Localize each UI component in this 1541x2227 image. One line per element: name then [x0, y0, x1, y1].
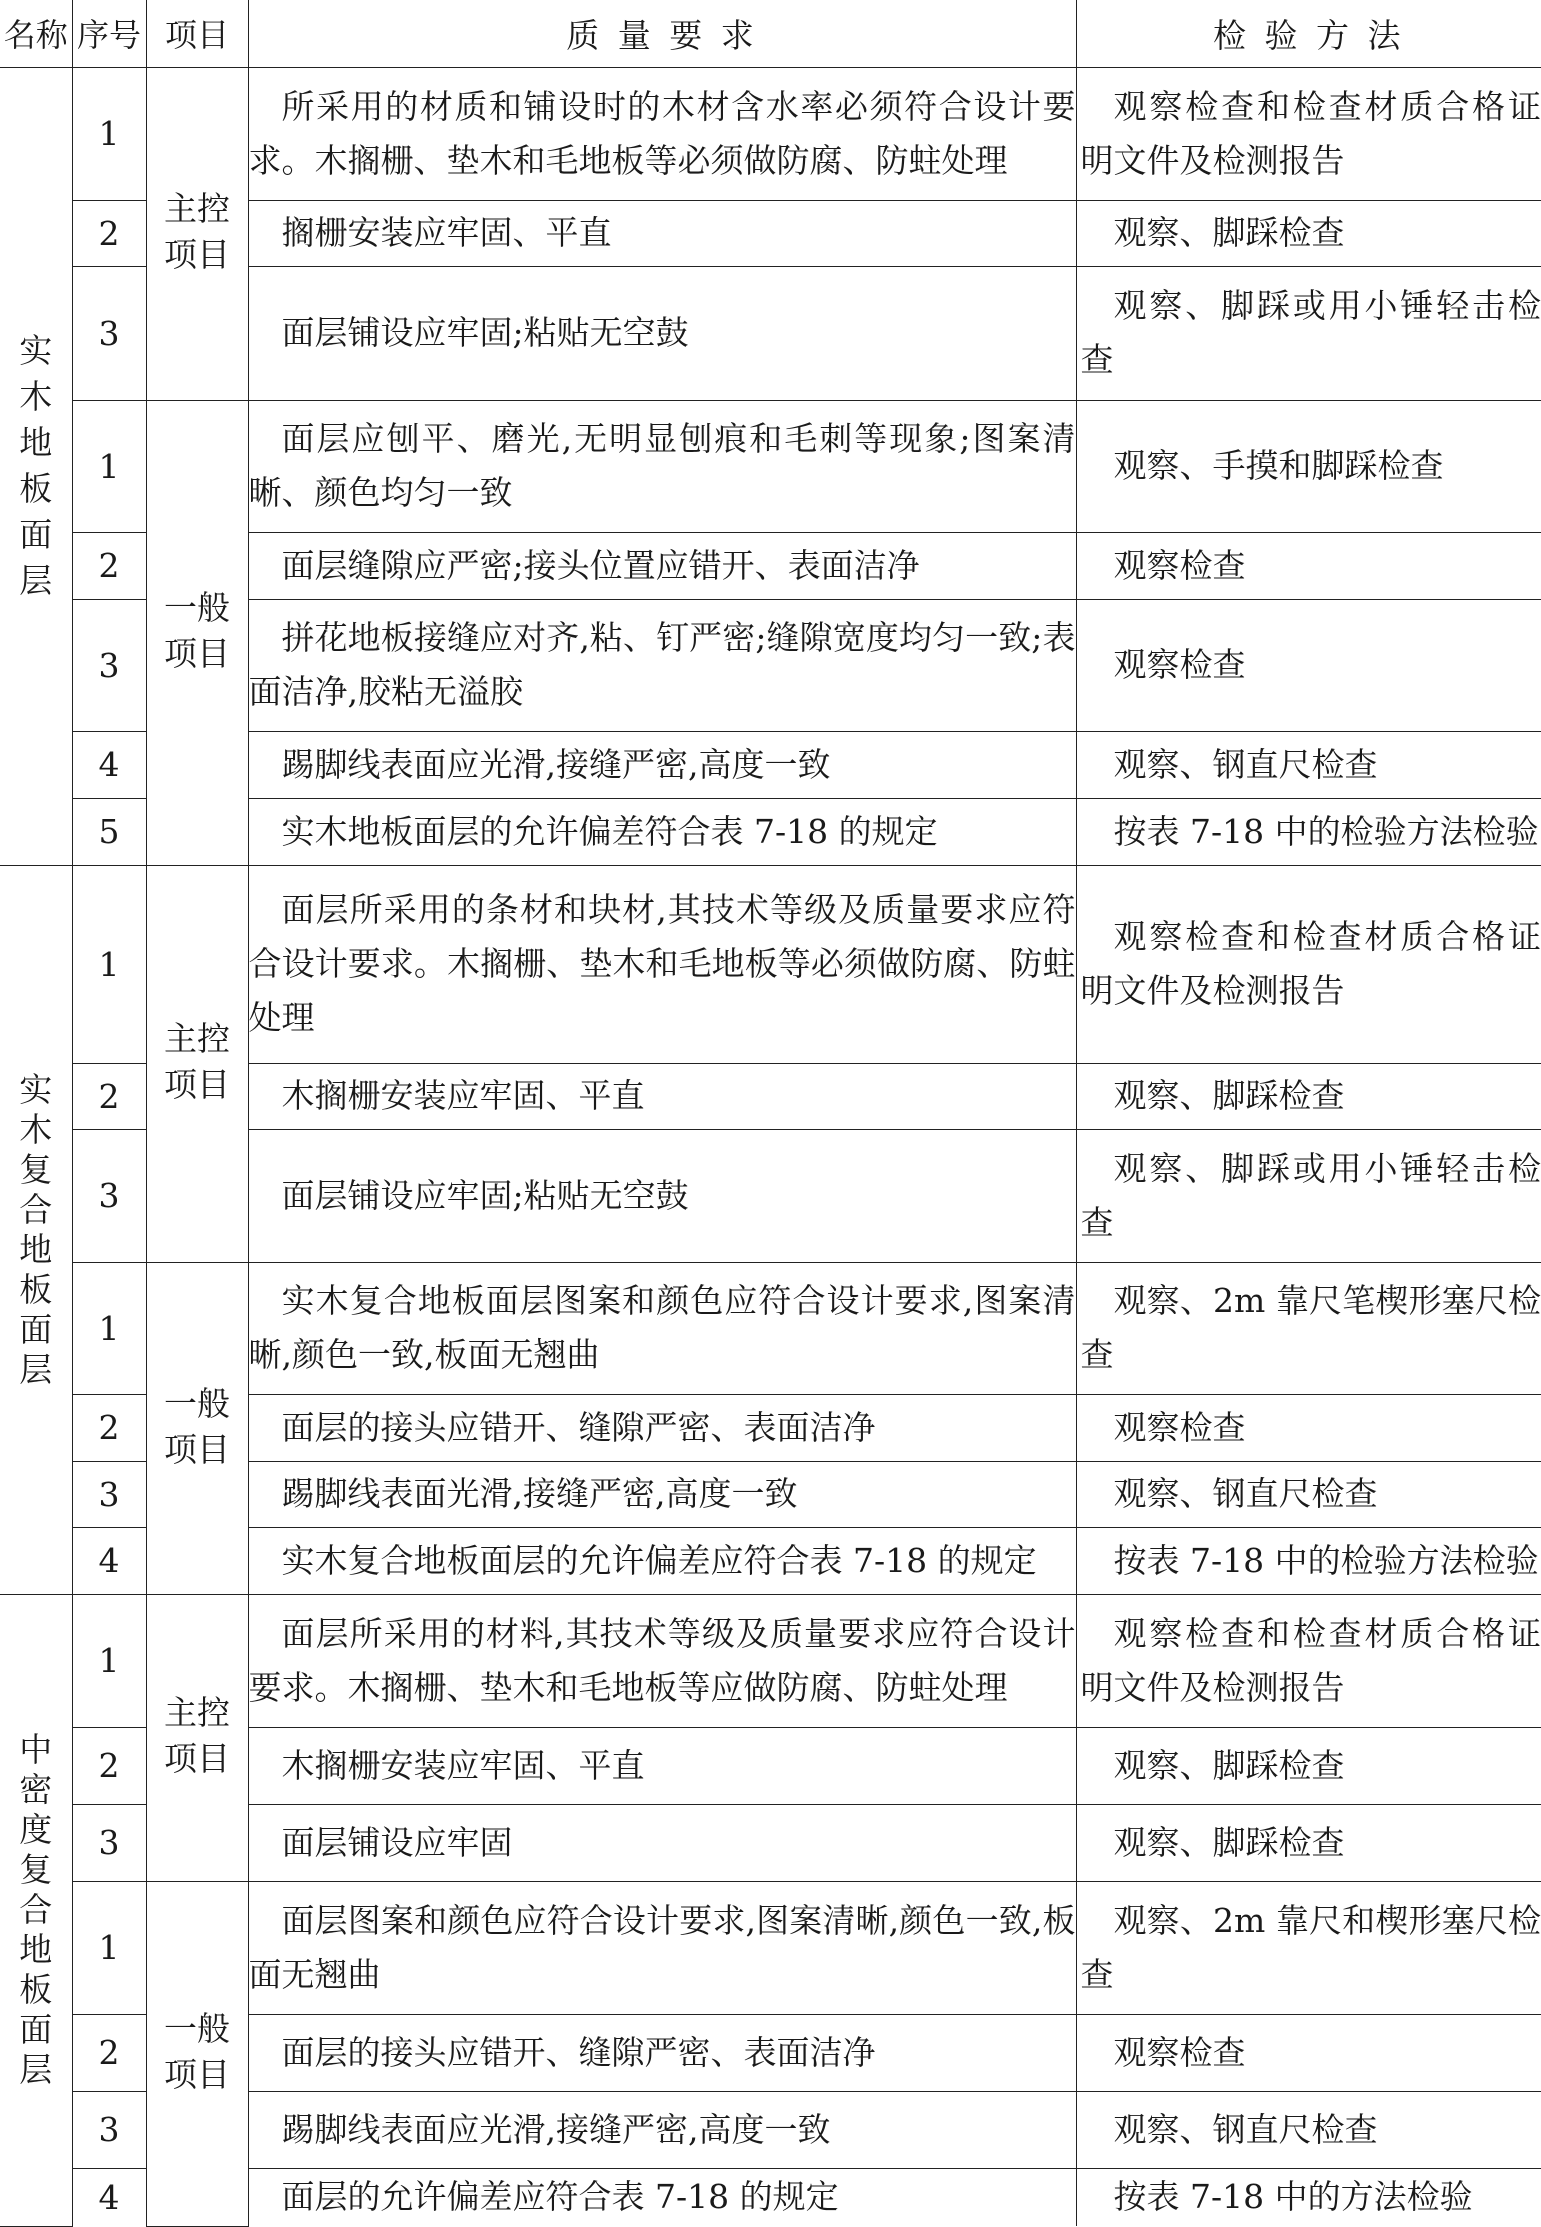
row-method: 观察、脚踩或用小锤轻击检查	[1076, 1129, 1541, 1262]
header-seq: 序号	[72, 0, 146, 67]
row-requirement: 面层铺设应牢固	[248, 1804, 1076, 1881]
table-row	[0, 865, 1541, 1063]
table-row	[0, 67, 1541, 200]
row-seq: 2	[72, 1727, 146, 1804]
category-main-control: 主控项目	[146, 67, 248, 400]
row-requirement: 实木复合地板面层图案和颜色应符合设计要求,图案清晰,颜色一致,板面无翘曲	[248, 1262, 1076, 1394]
table-row	[0, 1594, 1541, 1727]
row-seq: 3	[72, 266, 146, 400]
header-name: 名称	[0, 0, 72, 67]
row-seq: 2	[72, 1063, 146, 1129]
row-seq: 3	[72, 599, 146, 731]
row-seq: 4	[72, 731, 146, 798]
row-requirement: 面层的允许偏差应符合表 7-18 的规定	[248, 2168, 1076, 2226]
row-method: 观察、脚踩检查	[1076, 1063, 1541, 1129]
row-seq: 1	[72, 865, 146, 1063]
row-method: 观察、钢直尺检查	[1076, 731, 1541, 798]
row-method: 观察、脚踩检查	[1076, 200, 1541, 266]
row-method: 观察、脚踩或用小锤轻击检查	[1076, 266, 1541, 400]
group-name-mdf-composite: 中密度复合地板面层	[0, 1594, 72, 2226]
row-method: 观察、钢直尺检查	[1076, 1461, 1541, 1527]
category-main-control: 主控项目	[146, 1594, 248, 1881]
category-general: 一般项目	[146, 1262, 248, 1594]
row-requirement: 面层缝隙应严密;接头位置应错开、表面洁净	[248, 532, 1076, 599]
row-requirement: 面层应刨平、磨光,无明显刨痕和毛刺等现象;图案清晰、颜色均匀一致	[248, 400, 1076, 532]
table-row	[0, 1262, 1541, 1394]
row-seq: 1	[72, 67, 146, 200]
row-method: 观察、2m 靠尺和楔形塞尺检查	[1076, 1881, 1541, 2014]
row-seq: 2	[72, 2014, 146, 2091]
row-seq: 1	[72, 1594, 146, 1727]
row-requirement: 木搁栅安装应牢固、平直	[248, 1727, 1076, 1804]
row-seq: 2	[72, 200, 146, 266]
row-seq: 2	[72, 532, 146, 599]
row-method: 按表 7-18 中的方法检验	[1076, 2168, 1541, 2226]
row-method: 观察检查	[1076, 1394, 1541, 1461]
row-requirement: 面层所采用的条材和块材,其技术等级及质量要求应符合设计要求。木搁栅、垫木和毛地板等必须做防腐、防蛀处理	[248, 865, 1076, 1063]
row-requirement: 实木地板面层的允许偏差符合表 7-18 的规定	[248, 798, 1076, 865]
row-seq: 3	[72, 1461, 146, 1527]
row-requirement: 面层铺设应牢固;粘贴无空鼓	[248, 1129, 1076, 1262]
row-method: 观察检查和检查材质合格证明文件及检测报告	[1076, 1594, 1541, 1727]
row-seq: 4	[72, 2168, 146, 2226]
row-method: 观察、钢直尺检查	[1076, 2091, 1541, 2168]
row-method: 观察、脚踩检查	[1076, 1804, 1541, 1881]
row-requirement: 面层铺设应牢固;粘贴无空鼓	[248, 266, 1076, 400]
row-method: 观察检查和检查材质合格证明文件及检测报告	[1076, 865, 1541, 1063]
row-method: 观察检查和检查材质合格证明文件及检测报告	[1076, 67, 1541, 200]
row-seq: 1	[72, 1262, 146, 1394]
row-seq: 4	[72, 1527, 146, 1594]
row-seq: 1	[72, 400, 146, 532]
row-requirement: 踢脚线表面应光滑,接缝严密,高度一致	[248, 731, 1076, 798]
group-name-engineered-wood: 实木复合地板面层	[0, 865, 72, 1594]
category-general: 一般项目	[146, 1881, 248, 2226]
table-row	[0, 400, 1541, 532]
header-item: 项目	[146, 0, 248, 67]
row-requirement: 面层所采用的材料,其技术等级及质量要求应符合设计要求。木搁栅、垫木和毛地板等应做防腐、防蛀处理	[248, 1594, 1076, 1727]
row-requirement: 面层的接头应错开、缝隙严密、表面洁净	[248, 2014, 1076, 2091]
row-method: 观察、脚踩检查	[1076, 1727, 1541, 1804]
row-requirement: 搁栅安装应牢固、平直	[248, 200, 1076, 266]
row-seq: 2	[72, 1394, 146, 1461]
category-general: 一般项目	[146, 400, 248, 865]
row-seq: 3	[72, 1804, 146, 1881]
row-seq: 3	[72, 1129, 146, 1262]
row-requirement: 面层的接头应错开、缝隙严密、表面洁净	[248, 1394, 1076, 1461]
row-seq: 3	[72, 2091, 146, 2168]
table-row	[0, 1881, 1541, 2014]
row-method: 观察、2m 靠尺笔楔形塞尺检查	[1076, 1262, 1541, 1394]
row-requirement: 踢脚线表面应光滑,接缝严密,高度一致	[248, 2091, 1076, 2168]
row-seq: 1	[72, 1881, 146, 2014]
row-requirement: 实木复合地板面层的允许偏差应符合表 7-18 的规定	[248, 1527, 1076, 1594]
category-main-control: 主控项目	[146, 865, 248, 1262]
row-method: 观察检查	[1076, 2014, 1541, 2091]
row-requirement: 所采用的材质和铺设时的木材含水率必须符合设计要求。木搁栅、垫木和毛地板等必须做防腐、防蛀处理	[248, 67, 1076, 200]
row-method: 按表 7-18 中的检验方法检验	[1076, 798, 1541, 865]
row-method: 按表 7-18 中的检验方法检验	[1076, 1527, 1541, 1594]
row-method: 观察检查	[1076, 532, 1541, 599]
table-header-row	[0, 0, 1541, 67]
row-method: 观察检查	[1076, 599, 1541, 731]
row-requirement: 面层图案和颜色应符合设计要求,图案清晰,颜色一致,板面无翘曲	[248, 1881, 1076, 2014]
header-method: 检 验 方 法	[1076, 0, 1541, 67]
header-requirement: 质 量 要 求	[248, 0, 1076, 67]
row-seq: 5	[72, 798, 146, 865]
row-requirement: 踢脚线表面光滑,接缝严密,高度一致	[248, 1461, 1076, 1527]
row-requirement: 木搁栅安装应牢固、平直	[248, 1063, 1076, 1129]
group-name-solid-wood: 实木地板面层	[0, 67, 72, 865]
row-method: 观察、手摸和脚踩检查	[1076, 400, 1541, 532]
row-requirement: 拼花地板接缝应对齐,粘、钉严密;缝隙宽度均匀一致;表面洁净,胶粘无溢胶	[248, 599, 1076, 731]
